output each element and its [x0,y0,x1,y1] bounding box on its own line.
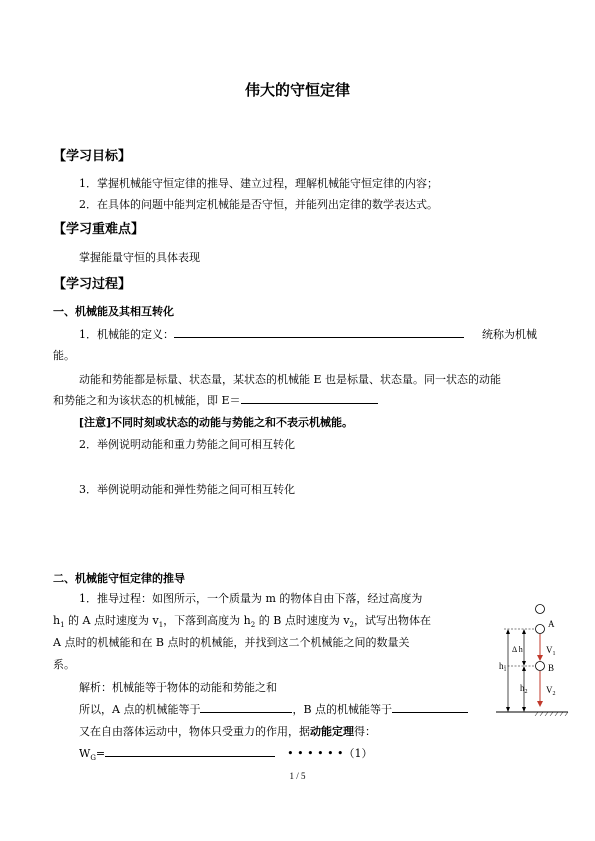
equation-number: • • • • • •（1） [287,747,373,760]
h1-subscript: 1 [60,621,65,630]
kinetic-theorem-prefix: 又在自由落体运动中，物体只受重力的作用，据 [79,725,310,738]
question-2: 2．举例说明动能和重力势能之间可相互转化 [79,438,295,451]
h2-subscript: 2 [250,621,256,630]
delta-h-arrow-bottom [522,661,526,666]
v1-subscript: 1 [158,621,164,630]
equals-sign: = [95,747,106,760]
work-subscript: G [90,754,96,763]
label-h2: $h_2$ [520,683,528,695]
free-fall-diagram [490,596,570,718]
energy-paragraph-line2 [53,392,378,408]
definition-question [79,326,464,342]
work-equation-line [79,745,373,762]
definition-wrap: 能。 [53,349,75,362]
goal-item-1: 1．掌握机械能守恒定律的推导、建立过程，理解机械能守恒定律的内容； [79,177,438,190]
ball-a [536,625,545,634]
derivation-line2-a: 的 A 点时速度为 v [64,614,159,627]
definition-suffix: 统称为机械 [482,328,537,341]
point-b-energy-blank[interactable] [392,701,468,713]
delta-h-arrow-top [522,629,526,634]
kinetic-theorem-line [79,723,376,739]
work-symbol: W [79,747,91,760]
derivation-line3: A 点时的机械能和在 B 点时的机械能，并找到这二个机械能之间的数量关 [53,636,410,649]
h-symbol: h [53,614,61,627]
point-b-energy-prefix: ，B 点的机械能等于 [292,703,393,716]
h2-arrow-bottom [522,707,526,712]
mechanical-energy-line [79,701,468,717]
velocity-arrowhead-v2 [537,701,543,707]
kinetic-theorem-suffix: 得： [354,725,376,738]
energy-formula-blank[interactable] [241,392,378,404]
goal-item-2: 2．在具体的问题中能判定机械能是否守恒，并能列出定律的数学表达式。 [79,198,438,211]
kinetic-theorem-term: 动能定理 [310,725,354,738]
label-v1: $V_1$ [546,645,556,657]
part1-heading: 一、机械能及其相互转化 [53,305,174,318]
label-h1: $h_1$ [499,661,507,673]
question-3: 3．举例说明动能和弹性势能之间可相互转化 [79,483,295,496]
velocity-arrowhead-v1 [537,655,543,661]
definition-blank[interactable] [174,326,464,338]
process-heading: 【学习过程】 [53,277,132,292]
ball-b [536,662,545,671]
derivation-line2-d: ，试写出物体在 [354,614,432,627]
page-number: 1 / 5 [289,771,306,781]
part2-heading: 二、机械能守恒定律的推导 [53,572,185,585]
derivation-line4: 系。 [53,658,75,671]
work-blank[interactable] [105,745,275,757]
definition-prefix: 1．机械能的定义： [79,328,174,341]
point-a-energy-prefix: 所以，A 点的机械能等于 [79,703,201,716]
h1-arrow-top [506,629,510,634]
derivation-line2-c: 的 B 点时速度为 v [255,614,350,627]
document-title: 伟大的守恒定律 [244,81,350,99]
point-a-energy-blank[interactable] [200,701,292,713]
derivation-line2 [53,612,431,629]
derivation-line2-b: ，下落到高度为 h [163,614,251,627]
label-a: A [548,619,555,629]
derivation-line1: 1．推导过程：如图所示，一个质量为 m 的物体自由下落，经过高度为 [79,592,423,605]
goals-heading: 【学习目标】 [53,149,132,164]
key-points-text: 掌握能量守恒的具体表现 [79,251,200,264]
v2-subscript: 2 [349,621,355,630]
start-position-ball [536,605,545,614]
energy-formula-prefix: 和势能之和为该状态的机械能，即 E＝ [53,394,241,407]
h2-arrow-top [522,666,526,671]
ground-hatching [535,712,568,716]
label-b: B [548,663,555,673]
note-text: [注意]不同时刻或状态的动能与势能之和不表示机械能。 [79,416,354,429]
label-delta-h: Δ h [512,645,523,654]
label-v2: $V_2$ [546,685,556,697]
energy-paragraph-line1: 动能和势能都是标量、状态量，某状态的机械能 E 也是标量、状态量。同一状态的动能 [79,373,502,386]
key-points-heading: 【学习重难点】 [53,222,145,237]
h1-arrow-bottom [506,707,510,712]
analysis-line: 解析：机械能等于物体的动能和势能之和 [79,681,277,694]
